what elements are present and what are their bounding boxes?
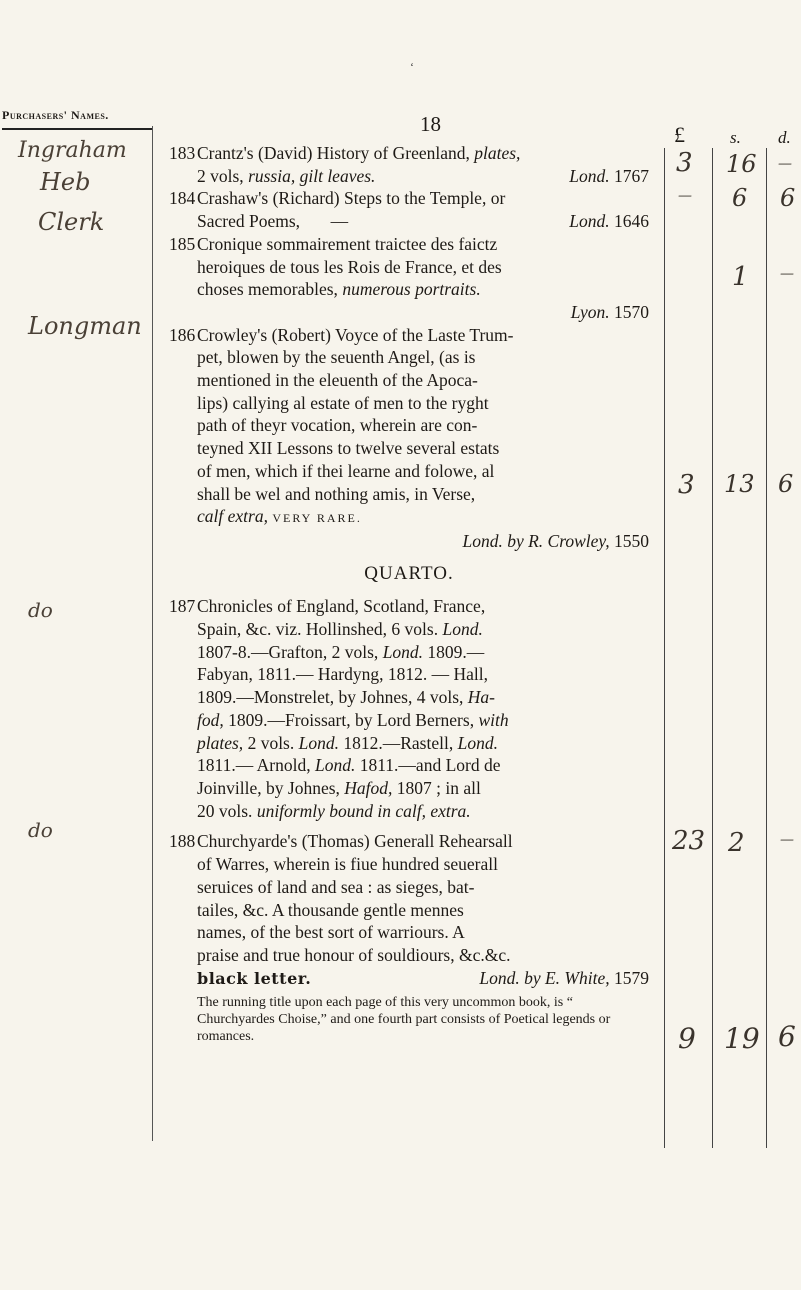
entry-number: 184 [169, 188, 196, 209]
price-pounds: — [678, 188, 692, 204]
entry-text: Cronique sommairement traictee des faictz [197, 233, 498, 254]
entry-text: Chronicles of England, Scotland, France, [197, 596, 486, 617]
price-pounds: 3 [676, 148, 693, 178]
page-number: 18 [420, 112, 441, 136]
entry-text: pet, blowen by the seuenth Angel, (as is [197, 347, 476, 368]
price-shillings: 16 [726, 150, 757, 178]
purchaser-name: do [28, 818, 53, 842]
catalogue-entry [169, 233, 649, 324]
price-pounds: 23 [672, 826, 706, 856]
purchasers-column-rule [152, 126, 153, 1141]
price-shillings: 6 [732, 184, 748, 212]
purchasers-header: Purchasers' Names. [2, 108, 109, 122]
purchaser-name: Ingraham [18, 138, 127, 163]
entry-text: Lond. by R. Crowley, 1550 [462, 530, 649, 551]
pence-header: d. [778, 128, 791, 147]
price-pence: 6 [778, 470, 794, 498]
catalogue-entry [169, 595, 649, 822]
entry-text: Fabyan, 1811.— Hardyng, 1812. — Hall, [197, 664, 488, 685]
pounds-column-rule [664, 148, 665, 1148]
purchaser-name: do [28, 598, 53, 622]
entry-text: calf extra, VERY RARE. [197, 506, 362, 527]
price-shillings: 13 [724, 470, 755, 498]
price-pence: 6 [780, 184, 796, 212]
section-title: QUARTO. [364, 562, 454, 584]
catalogue-entry [169, 830, 649, 990]
price-shillings: 2 [728, 828, 745, 858]
price-pounds: 3 [678, 470, 695, 500]
purchaser-name: Clerk [38, 208, 105, 236]
entry-text: of Warres, wherein is fiue hundred seuerall [197, 854, 499, 875]
catalogue-entry [169, 142, 649, 187]
entry-text: 1809.—Monstrelet, by Johnes, 4 vols, Ha- [197, 687, 495, 708]
purchaser-name: Heb [40, 168, 91, 196]
entry-text: of men, which if thei learne and folowe, al [197, 460, 495, 481]
entry-text: Crowley's (Robert) Voyce of the Laste Trum- [197, 324, 514, 345]
entry-text: lips) callying al estate of men to the ryght [197, 392, 489, 413]
entry-note: The running title upon each page of this very uncommon book, is “ Churchyardes Choise,” and one fourth part consists of Poetical legends or romances. [197, 995, 611, 1045]
entry-text: seruices of land and sea : as sieges, bat- [197, 876, 475, 897]
price-pence: — [780, 832, 794, 848]
entry-text: path of theyr vocation, wherein are con- [197, 415, 478, 436]
entry-text: 2 vols, russia, gilt leaves. Lond. 1767 [197, 165, 649, 186]
shillings-column-rule [712, 148, 713, 1148]
entry-number: 187 [169, 596, 196, 617]
catalogue-entry [169, 324, 649, 553]
pence-column-rule [766, 148, 767, 1148]
entry-text: black letter. Lond. by E. White, 1579 [197, 967, 649, 988]
entry-number: 188 [169, 831, 196, 852]
tick-mark: ‘ [410, 60, 414, 74]
entry-text: Sacred Poems, — Lond. 1646 [197, 211, 649, 232]
entry-text: Lyon. 1570 [570, 301, 649, 322]
entry-text: plates, 2 vols. Lond. 1812.—Rastell, Lond. [197, 732, 498, 753]
price-pence: — [780, 266, 794, 282]
catalogue-entry [169, 187, 649, 232]
entry-text: 20 vols. uniformly bound in calf, extra. [197, 800, 471, 821]
entry-text: mentioned in the eleuenth of the Apoca- [197, 370, 478, 391]
price-pence: — [778, 156, 792, 172]
entry-text: heroiques de tous les Rois de France, et des [197, 256, 502, 277]
shillings-header: s. [730, 128, 741, 147]
purchaser-name: Longman [28, 312, 142, 340]
entry-text: names, of the best sort of warriours. A [197, 922, 465, 943]
entry-text: Crashaw's (Richard) Steps to the Temple, or [197, 188, 506, 209]
price-shillings: 19 [724, 1022, 760, 1055]
entry-text: Crantz's (David) History of Greenland, plates, [197, 143, 521, 163]
price-pence: 6 [778, 1020, 796, 1053]
price-pounds: 9 [678, 1022, 696, 1055]
entry-text: fod, 1809.—Froissart, by Lord Berners, with [197, 709, 509, 730]
price-shillings: 1 [732, 262, 749, 292]
entry-text: teyned XII Lessons to twelve several estats [197, 438, 500, 459]
entry-text: shall be wel and nothing amis, in Verse, [197, 483, 476, 504]
entry-number: 183 [169, 143, 196, 163]
header-rule [2, 128, 152, 130]
entry-text: Churchyarde's (Thomas) Generall Rehearsall [197, 831, 513, 852]
catalogue-entries [169, 142, 649, 1045]
entry-text: tailes, &c. A thousande gentle mennes [197, 899, 464, 920]
entry-text: Spain, &c. viz. Hollinshed, 6 vols. Lond. [197, 619, 483, 640]
entry-text: Joinville, by Johnes, Hafod, 1807 ; in all [197, 777, 481, 798]
entry-number: 185 [169, 233, 196, 254]
pounds-header: £ [674, 122, 685, 147]
entry-text: 1807-8.—Grafton, 2 vols, Lond. 1809.— [197, 641, 485, 662]
entry-text: praise and true honour of souldiours, &c.&c. [197, 944, 511, 965]
entry-text: choses memorables, numerous portraits. [197, 279, 481, 300]
entry-number: 186 [169, 324, 196, 345]
entry-text: 1811.— Arnold, Lond. 1811.—and Lord de [197, 755, 501, 776]
